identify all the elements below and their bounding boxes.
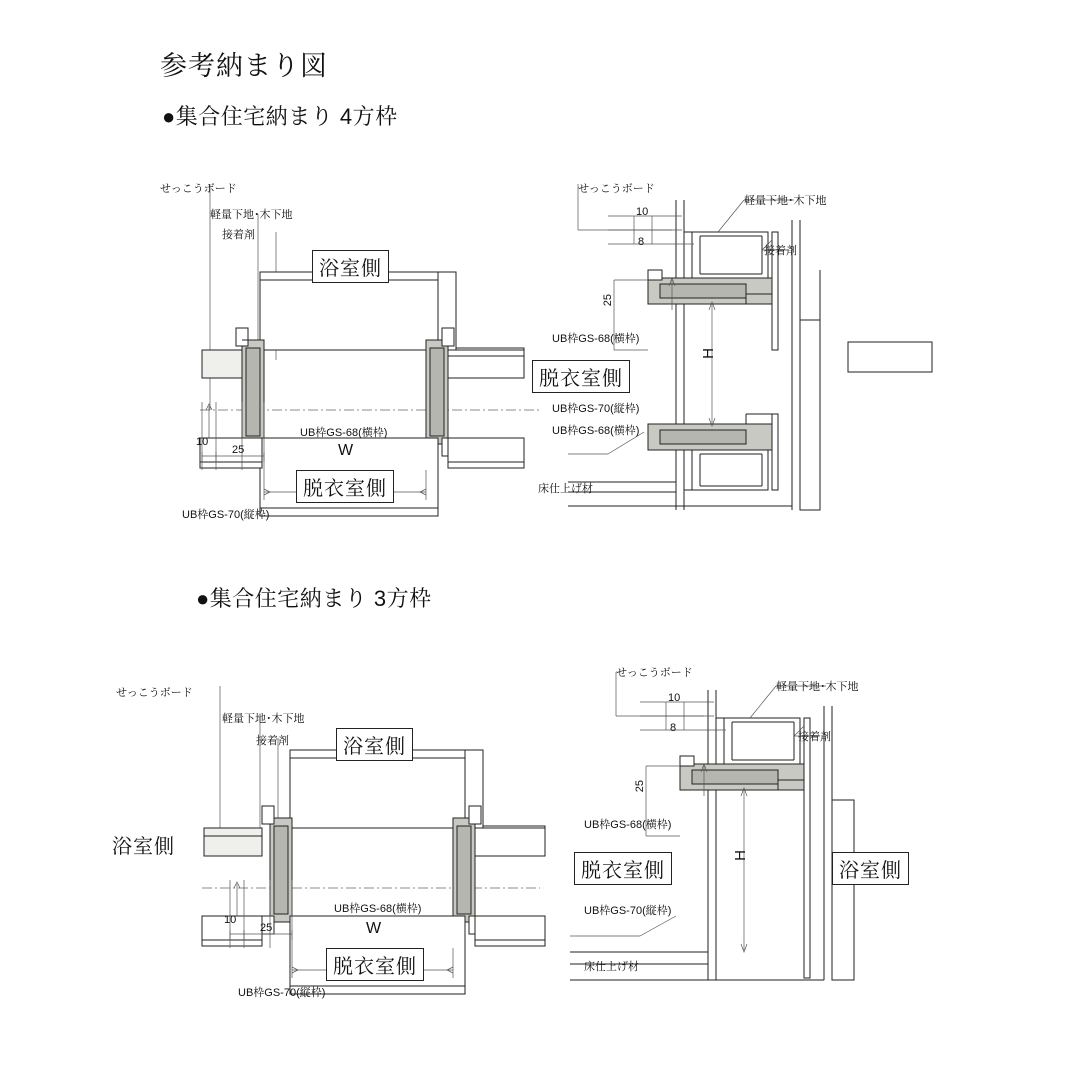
room-bath-top: 浴室側 [312,250,389,283]
callout-light-base: 軽量下地･木下地 [210,209,293,221]
section-2-bullet: ● [196,586,210,611]
room-bath-top: 浴室側 [336,728,413,761]
room-dressing-bottom: 脱衣室側 [296,470,394,503]
section-2-heading [196,582,432,613]
room-dressing-left: 脱衣室側 [574,852,672,885]
dim-W: W [366,920,382,937]
room-bath-right: 浴室側 [832,852,909,885]
room-dressing-left: 脱衣室側 [532,360,630,393]
dim-25: 25 [232,444,245,456]
callout-frame-gs68-top: UB枠GS-68(横枠) [552,333,640,345]
callout-plaster-board: せっこうボード [616,667,693,679]
callout-adhesive: 接着剤 [256,735,289,747]
room-dressing-bottom: 脱衣室側 [326,948,424,981]
dim-8: 8 [638,236,645,248]
callout-frame-gs68: UB枠GS-68(横枠) [334,903,422,915]
callout-frame-gs70: UB枠GS-70(縦枠) [238,987,326,999]
dim-25: 25 [634,780,646,793]
dim-10: 10 [196,436,209,448]
fig-3way-section [560,650,1010,1030]
callout-light-base: 軽量下地･木下地 [222,713,305,725]
callout-adhesive: 接着剤 [798,731,831,743]
callout-frame-gs68: UB枠GS-68(横枠) [300,427,388,439]
section-1-heading [162,100,398,131]
dim-25: 25 [260,922,273,934]
callout-light-base: 軽量下地･木下地 [744,195,827,207]
callout-frame-gs70: UB枠GS-70(縦枠) [182,509,270,521]
callout-plaster-board: せっこうボード [160,183,237,195]
fig-4way-plan [150,170,570,550]
callout-floor-finish: 床仕上げ材 [584,961,639,973]
dim-10: 10 [224,914,237,926]
section-1-label: 集合住宅納まり 4方枠 [175,104,398,129]
fig-3way-plan [110,650,580,1030]
callout-adhesive: 接着剤 [764,245,797,257]
fig-4way-section [538,170,968,550]
callout-frame-gs68-bottom: UB枠GS-68(横枠) [552,425,640,437]
callout-frame-gs68: UB枠GS-68(横枠) [584,819,672,831]
dim-H: H [732,850,749,861]
dim-8: 8 [670,722,677,734]
dim-W: W [338,442,354,459]
callout-adhesive: 接着剤 [222,229,255,241]
callout-floor-finish: 床仕上げ材 [538,483,593,495]
page-title: 参考納まり図 [160,51,328,81]
dim-H: H [700,348,717,359]
callout-plaster-board: せっこうボード [116,687,193,699]
callout-plaster-board: せっこうボード [578,183,655,195]
callout-frame-gs70: UB枠GS-70(縦枠) [552,403,640,415]
section-2-label: 集合住宅納まり 3方枠 [209,586,432,611]
dim-10: 10 [636,206,649,218]
dim-25: 25 [602,294,614,307]
section-1-bullet: ● [162,104,176,129]
dim-10: 10 [668,692,681,704]
room-bath-left: 浴室側 [112,836,175,858]
callout-light-base: 軽量下地･木下地 [776,681,859,693]
callout-frame-gs70: UB枠GS-70(縦枠) [584,905,672,917]
